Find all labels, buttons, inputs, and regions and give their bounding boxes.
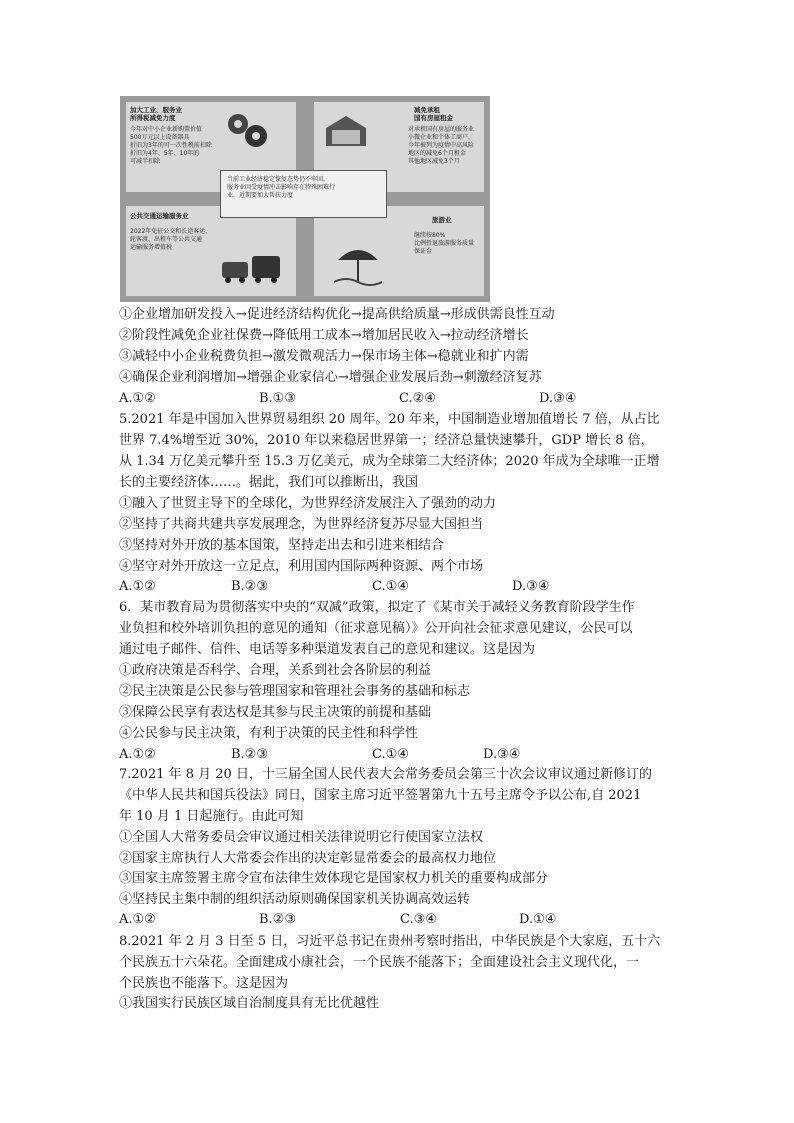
- q6-option-a[interactable]: A.①②: [119, 747, 156, 762]
- vehicles-icon: [220, 246, 284, 286]
- q4-statement-1: ①企业增加研发投入→促进经济结构优化→提高供给质量→形成供需良性互动: [119, 307, 555, 322]
- q4-option-b[interactable]: B.①③: [259, 391, 296, 406]
- tl-heading: 加大工业、服务业 所得税减免力度: [130, 106, 182, 122]
- q6-options: [119, 745, 520, 765]
- bl-heading: 公共交通运输服务业: [130, 212, 189, 220]
- q5-statement-1: ①融入了世贸主导下的全球化，为世界经济发展注入了强劲的动力: [119, 496, 497, 511]
- q5-option-b[interactable]: B.②③: [231, 579, 268, 594]
- q7-statement-3: ③国家主席签署主席令宣布法律生效体现它是国家权力机关的重要构成部分: [119, 871, 549, 886]
- q7-option-c[interactable]: C.③④: [400, 912, 437, 927]
- q4-statement-4: ④确保企业利润增加→增强企业家信心→增强企业发展后劲→刺激经济复苏: [119, 370, 542, 385]
- tr-body: 对承租国有房屋的服务业 小微企业和个体工商户， 今年被列为疫情中高风险 地区的减免6个月租金 其他地区减免3个月: [408, 126, 475, 165]
- q4-option-c[interactable]: C.②④: [399, 391, 436, 406]
- beach-umbrella-icon: [334, 240, 382, 286]
- tr-heading: 减免承租 国有房屋租金: [414, 106, 453, 122]
- gear-icon: [224, 110, 270, 150]
- quadrant-tourism: [314, 206, 484, 296]
- q4-statement-2: ②阶段性减免企业社保费→降低用工成本→增加居民收入→拉动经济增长: [119, 328, 529, 343]
- q8-statement-1: ①我国实行民族区域自治制度具有无比优越性: [119, 996, 380, 1011]
- q4-option-d[interactable]: D.③④: [539, 391, 577, 406]
- q4-statement-3: ③减轻中小企业税费负担→激发微观活力→保市场主体→稳就业和扩内需: [119, 349, 529, 364]
- q7-stem-line-1: 7.2021 年 8 月 20 日，十三届全国人民代表大会常务委员会第三十次会议审议通过新修订的: [119, 767, 652, 782]
- tl-body: 今年对中小企业新购置价值 500万元以上设备器具 折旧为3年的可一次性税前扣除 折旧为4年、5年、10年的 可减半扣除: [130, 126, 212, 165]
- q8-stem-line-2: 个民族五十六朵花。全面建成小康社会，一个民族不能落下；全面建设社会主义现代化，一: [119, 955, 640, 970]
- q6-stem-line-3: 通过电子邮件、信件、电话等多种渠道发表自己的意见和建议。这是因为: [119, 642, 536, 657]
- q6-statement-4: ④公民参与民主决策，有利于决策的民主性和科学性: [119, 726, 419, 741]
- q5-stem-line-1: 5.2021 年是中国加入世界贸易组织 20 周年。20 年来，中国制造业增加值增长 7 倍，从占比: [119, 412, 660, 427]
- q5-stem-line-3: 从 1.34 万亿美元攀升至 15.3 万亿美元，成为全球第二大经济体；2020 年成为全球唯一正增: [119, 454, 660, 469]
- q6-option-c[interactable]: C.①④: [372, 747, 409, 762]
- br-body: 继续按80% 比例暂退旅游服务质量 保证金: [414, 232, 475, 255]
- q6-option-d[interactable]: D.③④: [483, 747, 521, 762]
- warehouse-icon: [324, 112, 368, 148]
- q8-stem-line-3: 个民族也不能落下。这是因为: [119, 976, 289, 991]
- q6-statement-1: ①政府决策是否科学、合理，关系到社会各阶层的利益: [119, 663, 432, 678]
- q5-option-a[interactable]: A.①②: [119, 579, 156, 594]
- q8-stem-line-1: 8.2021 年 2 月 3 日至 5 日，习近平总书记在贵州考察时指出，中华民族是个大家庭，五十六: [119, 934, 661, 949]
- center-summary-text: 当前工业经济稳定恢复态势仍不牢固， 服务业因受疫情冲击影响存在特殊困难行 业，近期要加大帮扶力度: [227, 176, 336, 199]
- q5-stem-line-2: 世界 7.4%增至近 30%，2010 年以来稳居世界第一；经济总量快速攀升，GDP 增长 8 倍，: [119, 433, 654, 448]
- q5-statement-2: ②坚持了共商共建共享发展理念，为世界经济复苏尽显大国担当: [119, 517, 484, 532]
- q7-statement-1: ①全国人大常务委员会审议通过相关法律说明它行使国家立法权: [119, 830, 484, 845]
- q7-option-d[interactable]: D.①④: [519, 912, 557, 927]
- policy-infographic: [120, 96, 490, 302]
- quadrant-transport: [126, 206, 296, 296]
- q5-stem-line-4: 长的主要经济体……。据此，我们可以推断出，我国: [119, 475, 419, 490]
- q5-option-d[interactable]: D.③④: [512, 579, 550, 594]
- q6-statement-3: ③保障公民享有表达权是其参与民主决策的前提和基础: [119, 705, 432, 720]
- br-heading: 旅游业: [432, 216, 452, 224]
- q5-options: [119, 577, 549, 597]
- q5-option-c[interactable]: C.①④: [372, 579, 409, 594]
- q7-statement-2: ②国家主席执行人大常委会作出的决定彰显常委会的最高权力地位: [119, 851, 497, 866]
- bl-body: 2022年免征公交和长途客运、 轮客渡、出租车等公共交通 运输服务增值税: [130, 228, 212, 251]
- q4-options: [119, 389, 576, 409]
- q6-option-b[interactable]: B.②③: [231, 747, 268, 762]
- q7-option-b[interactable]: B.②③: [259, 912, 296, 927]
- q7-stem-line-3: 年 10 月 1 日起施行。由此可知: [119, 809, 304, 824]
- q7-stem-line-2: 《中华人民共和国兵役法》同日，国家主席习近平签署第九十五号主席令予以公布,自 2021: [119, 788, 642, 803]
- q7-options: [119, 910, 556, 930]
- q6-stem-line-2: 业负担和校外培训负担的意见的通知（征求意见稿）》公开向社会征求意见建议，公民可以: [119, 621, 633, 636]
- q6-statement-2: ②民主决策是公民参与管理国家和管理社会事务的基础和标志: [119, 684, 471, 699]
- q7-statement-4: ④坚持民主集中制的组织活动原则确保国家机关协调高效运转: [119, 892, 471, 907]
- q5-statement-4: ④坚守对外开放这一立足点，利用国内国际两种资源、两个市场: [119, 559, 484, 574]
- q5-statement-3: ③坚持对外开放的基本国策，坚持走出去和引进来相结合: [119, 538, 445, 553]
- q6-stem-line-1: 6．某市教育局为贯彻落实中央的“双减”政策，拟定了《某市关于减轻义务教育阶段学生作: [119, 600, 635, 615]
- q4-option-a[interactable]: A.①②: [119, 391, 156, 406]
- q7-option-a[interactable]: A.①②: [119, 912, 156, 927]
- center-summary-box: [220, 170, 387, 218]
